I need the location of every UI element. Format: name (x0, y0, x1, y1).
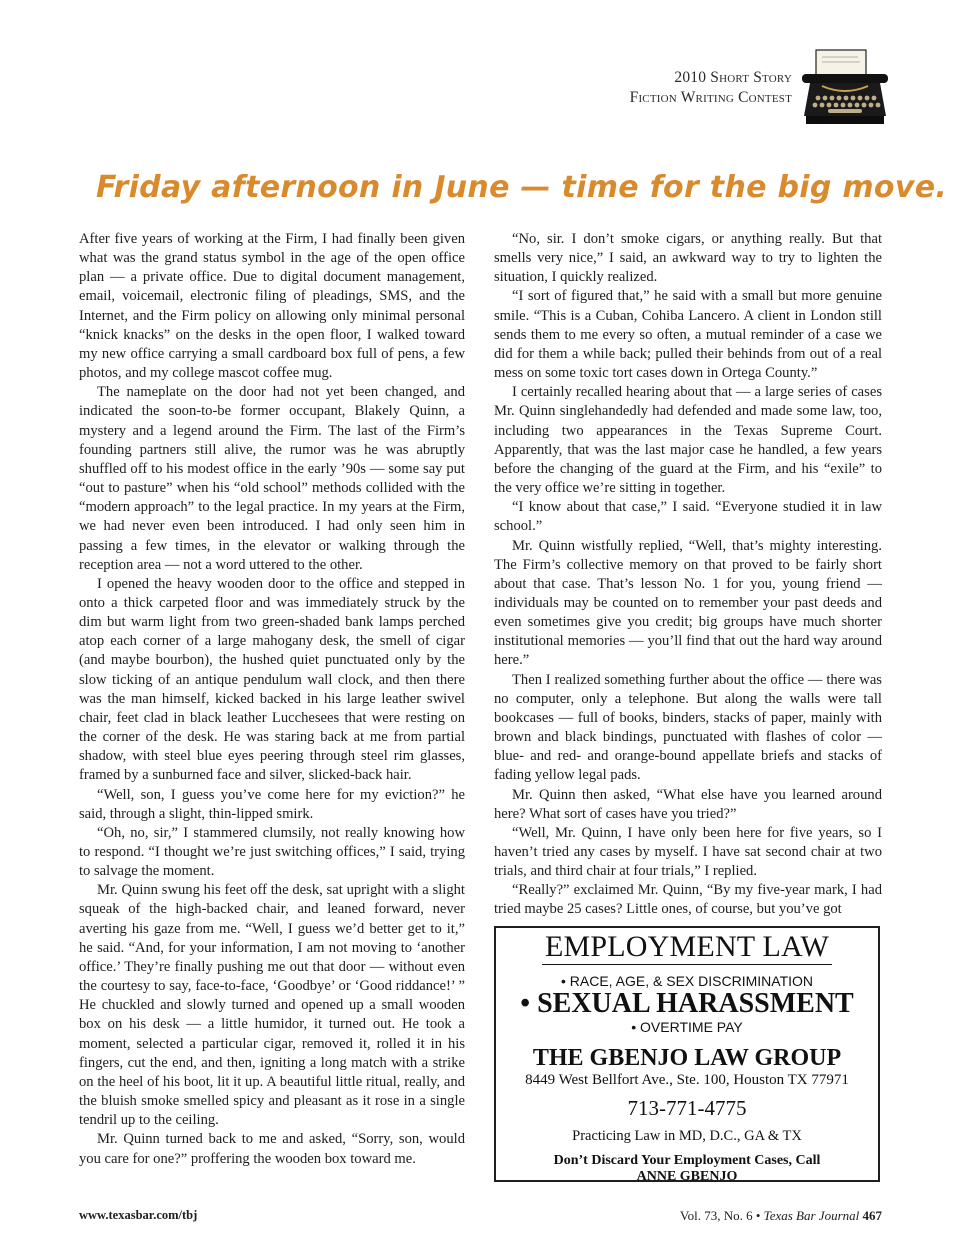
paragraph: I certainly recalled hearing about that — a large series of cases Mr. Quinn singlehandedly had defended and made some law, too, including two appearances in the Texas Supreme Court. Apparently, that was the last major case he handled, a few years before the changing of the guard at the Firm, and his “exile” to the very office we’re sitting in together. (494, 384, 882, 497)
ad-practice-areas: Practicing Law in MD, D.C., GA & TX (572, 1128, 802, 1144)
employment-law-ad (494, 926, 880, 1182)
contest-header (630, 68, 792, 108)
ad-item-harassment: • SEXUAL HARASSMENT (520, 988, 854, 1019)
ad-item-overtime: • OVERTIME PAY (631, 1019, 743, 1035)
ad-item-discrimination: • RACE, AGE, & SEX DISCRIMINATION (560, 973, 814, 989)
ad-phone: 713-771-4775 (627, 1096, 747, 1120)
paragraph: “Oh, no, sir,” I stammered clumsily, not really knowing how to respond. “I thought we’re just switching offices,” I said, trying to salvage the moment. (79, 824, 465, 880)
paragraph: I opened the heavy wooden door to the office and stepped in onto a thick carpeted floor and was immediately struck by the dim but warm light from two green-shaded bank lamps perched atop each corner of a large mahogany desk, the smell of cigar (and maybe bourbon), the hushed quiet punctuated only by the slow ticking of an antique pendulum wall clock, and then there was the man himself, kicked backed in his large leather swivel chair, feet clad in black leather Lucchesees that were resting on the corner of the desk. He was staring back at me from partial shadow, with steel blue eyes peering through steel rim glasses, framed by a sunburned face and silver, slicked-back hair. (79, 575, 465, 784)
paragraph: “I know about that case,” I said. “Everyone studied it in law school.” (494, 499, 882, 535)
ad-contact-name: ANNE GBENJO (636, 1169, 738, 1184)
ad-firm-name: THE GBENJO LAW GROUP (532, 1045, 842, 1071)
paragraph: “Well, Mr. Quinn, I have only been here for five years, so I haven’t tried any cases by myself. I have sat second chair at two trials, and third chair at four trials,” I replied. (494, 824, 882, 880)
left-column (79, 230, 465, 1169)
footer-citation (680, 1208, 882, 1224)
footer-journal: Texas Bar Journal (763, 1208, 860, 1223)
footer-volume: Vol. 73, No. 6 (679, 1208, 753, 1223)
paragraph: “I sort of figured that,” he said with a small but more genuine smile. “This is a Cuban, Cohiba Lancero. A client in London still sends them to me every so often, a mutual reminder of a case we did for them a while back; pulled their behinds from out of a real mess on some toxic tort cases down in Ortega County.” (494, 288, 882, 382)
paragraph: Mr. Quinn then asked, “What else have you learned around here? What sort of cases have you tried?” (494, 786, 882, 822)
footer-url: www.texasbar.com/tbj (79, 1208, 198, 1222)
contest-header-line2: Fiction Writing Contest (629, 89, 792, 106)
ad-address: 8449 West Bellfort Ave., Ste. 100, Houston TX 77971 (525, 1072, 849, 1088)
paragraph: Then I realized something further about the office — there was no computer, only a telephone. But along the walls were tall bookcases — full of books, binders, stacks of paper, mainly with brown and black bindings, punctuated with flashes of color — blue- and red- and orange-bound appellate briefs and stacks of fading yellow legal pads. (494, 671, 882, 784)
paragraph: After five years of working at the Firm, I had finally been given what was the grand status symbol in the age of the open office plan — a private office. Due to digital document management, email, voicemail, electronic filing of pleadings, SMS, and the Internet, and the Firm policy on allowing only minimal personal “knick knacks” on the desks in the open floor, I walked toward my new office carrying a small cardboard box full of pens, a few photos, and my college mascot coffee mug. (79, 231, 465, 382)
paragraph: “Well, son, I guess you’ve come here for my eviction?” he said, through a slight, thin-lipped smirk. (79, 786, 465, 822)
paragraph: The nameplate on the door had not yet been changed, and indicated the soon-to-be former occupant, Blakely Quinn, a mystery and a legend around the Firm. The last of the Firm’s founding partners still alive, the rumor was he was abruptly shuffled off to his modest office in the early ’90s — some say put “out to pasture” when his “old school” methods collided with the “modern approach” to the legal practice. In my years at the Firm, we had never even been introduced. I had only seen him in passing a few times, in the elevator or walking through the reception area — not a word uttered to the other. (79, 384, 465, 573)
footer-bullet: • (755, 1208, 761, 1223)
paragraph: Mr. Quinn wistfully replied, “Well, that’s mighty interesting. The Firm’s collective memory on that proved to be fairly short about that case. That’s lesson No. 1 for you, young friend — individuals may be counted on to remember your past deeds and even sometimes give you credit; big groups have much shorter institutional memories — you’ll find that out the hard way around here.” (494, 537, 882, 669)
ad-title: EMPLOYMENT LAW (545, 930, 829, 963)
paragraph: Mr. Quinn swung his feet off the desk, sat upright with a slight squeak of the high-backed chair, and leaned forward, never averting his gaze from me. “Well, I guess we’d better get to it,” he said. “And, for your information, I am not moving to ‘another office.’ They’re finally pushing me out that door — without even the courtesy to say, face-to-face, ‘Goodbye’ or ‘Good riddance!’ ” He chuckled and slowly turned and opened up a small wooden box on his desk — a little humidor, it turned out. He took a moment, selected a particular cigar, removed it, rolled it in his fingers, cut the end, and then, igniting a long match with a strike on the heel of his boot, lit it up. A beautiful little ritual, really, and the bluish smoke smelled spicy and pleasant as it rose in a single tendril up to the ceiling. (79, 882, 465, 1129)
typewriter-icon (800, 46, 890, 130)
paragraph: Mr. Quinn turned back to me and asked, “Sorry, son, would you care for one?” proffering the wooden box toward me. (79, 1131, 465, 1167)
right-column (494, 230, 882, 920)
ad-divider (542, 964, 832, 965)
ad-call-to-action: Don’t Discard Your Employment Cases, Call (553, 1153, 821, 1168)
page-number: 467 (862, 1208, 882, 1223)
paragraph: “Really?” exclaimed Mr. Quinn, “By my five-year mark, I had tried maybe 25 cases? Little ones, of course, but you’ve got (494, 882, 882, 918)
contest-header-line1: 2010 Short Story (674, 69, 792, 86)
story-headline: Friday afternoon in June — time for the big move. (96, 170, 948, 205)
paragraph: “No, sir. I don’t smoke cigars, or anything really. But that smells very nice,” I said, an awkward way to try to lighten the situation, I quickly realized. (494, 231, 882, 286)
